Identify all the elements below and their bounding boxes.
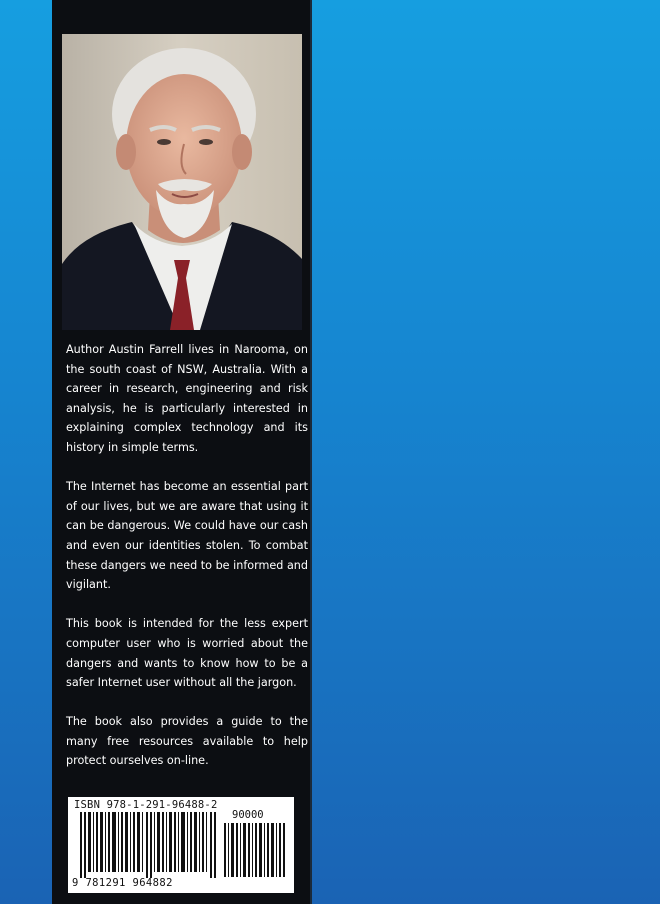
blurb-paragraph-author: Author Austin Farrell lives in Narooma, on the south coast of NSW, Australia. With a career in research, engineering and risk analysis, he is particularly interested in explaining complex technology and its history in simple terms.: [66, 343, 308, 454]
blurb-paragraph-resources: The book also provides a guide to the many free resources available to help protect ourselves on-line.: [66, 715, 308, 768]
blurb-paragraph-internet: The Internet has become an essential part of our lives, but we are aware that using it can be dangerous. We could have our cash and even our identities stolen. To combat these dangers we need to be informed and vigilant.: [66, 480, 308, 592]
panel-edge: [310, 0, 312, 904]
isbn-label: ISBN 978-1-291-96488-2: [74, 799, 218, 811]
blurb-paragraph-audience: This book is intended for the less expert computer user who is worried about the dangers and wants to know how to be a safer Internet user without all the jargon.: [66, 617, 308, 690]
author-portrait-icon: [62, 34, 302, 330]
barcode-digits: 9 781291 964882: [72, 877, 173, 889]
author-photo: [62, 34, 302, 330]
author-blurb: [66, 340, 308, 791]
price-code: 90000: [232, 809, 264, 821]
isbn-barcode: [68, 797, 294, 893]
price-addon-bars-icon: [224, 823, 286, 877]
barcode-bars-icon: [80, 812, 218, 878]
